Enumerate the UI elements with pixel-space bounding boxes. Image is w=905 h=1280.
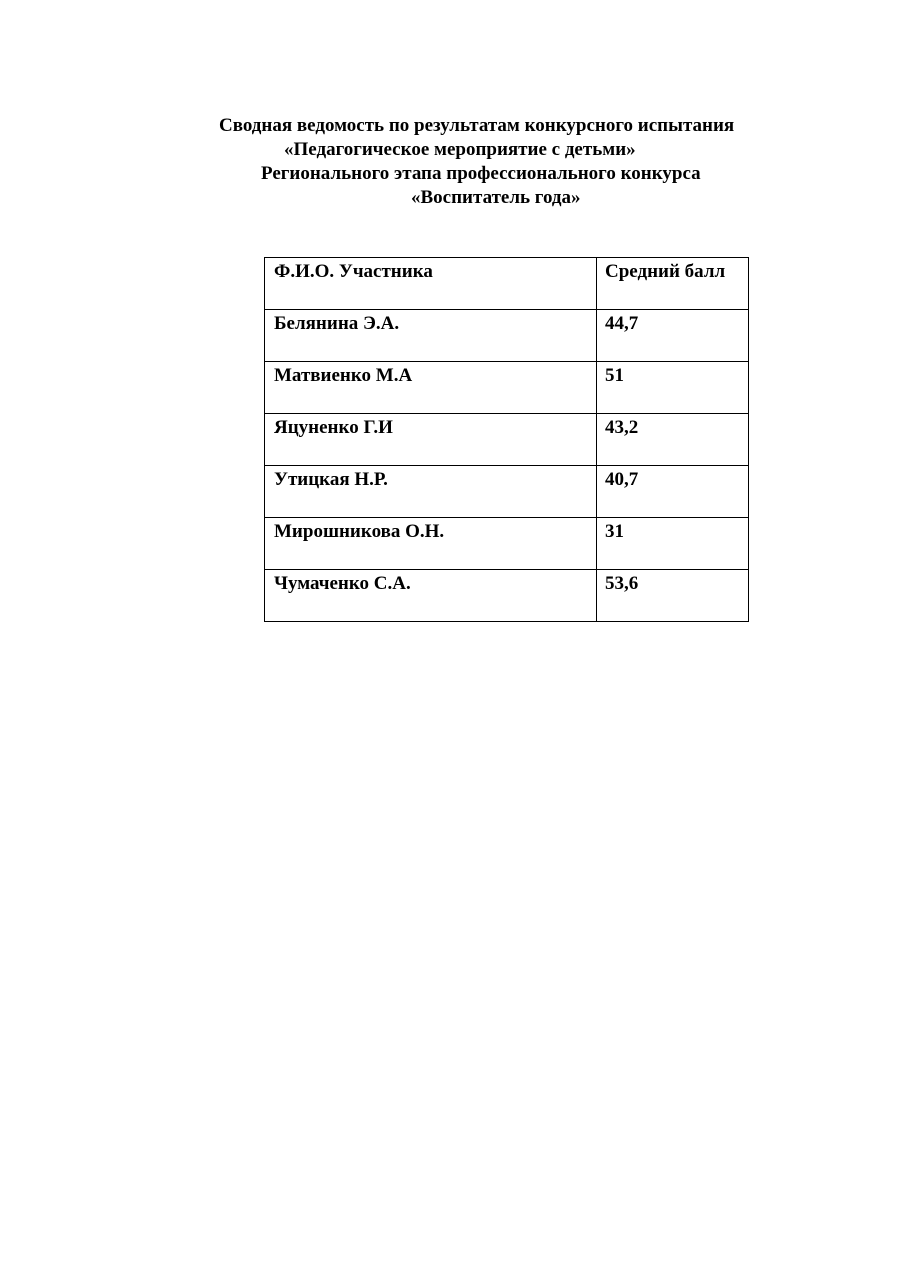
participant-name-cell: Матвиенко М.А (265, 362, 597, 414)
table-row (265, 570, 749, 622)
table-row (265, 362, 749, 414)
table-row (265, 518, 749, 570)
document-title-line-4: «Воспитатель года» (411, 187, 581, 208)
header-name-cell: Ф.И.О. Участника (265, 258, 597, 310)
participant-score-cell: 43,2 (597, 414, 749, 466)
participant-name-cell: Белянина Э.А. (265, 310, 597, 362)
results-table (264, 257, 749, 622)
table-row (265, 414, 749, 466)
participant-score-cell: 40,7 (597, 466, 749, 518)
participant-name-cell: Утицкая Н.Р. (265, 466, 597, 518)
document-title-line-2: «Педагогическое мероприятие с детьми» (284, 139, 636, 160)
participant-name-cell: Мирошникова О.Н. (265, 518, 597, 570)
participant-score-cell: 44,7 (597, 310, 749, 362)
document-title-line-1: Сводная ведомость по результатам конкурсного испытания (219, 115, 735, 136)
table-row (265, 310, 749, 362)
table-header-row (265, 258, 749, 310)
document-title-line-3: Регионального этапа профессионального конкурса (261, 163, 701, 184)
participant-score-cell: 51 (597, 362, 749, 414)
participant-score-cell: 31 (597, 518, 749, 570)
participant-name-cell: Чумаченко С.А. (265, 570, 597, 622)
table-row (265, 466, 749, 518)
participant-name-cell: Яцуненко Г.И (265, 414, 597, 466)
participant-score-cell: 53,6 (597, 570, 749, 622)
header-score-cell: Средний балл (597, 258, 749, 310)
